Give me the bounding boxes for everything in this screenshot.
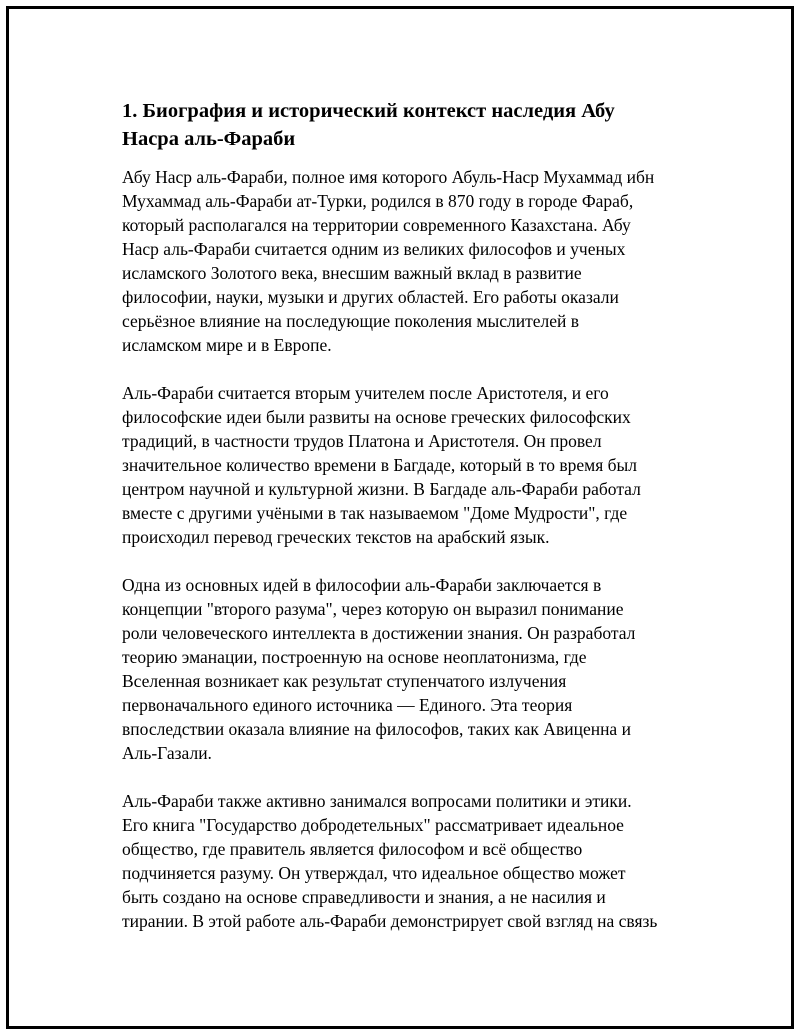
text-line: происходил перевод греческих текстов на арабский язык. xyxy=(122,527,550,547)
text-line: первоначального единого источника — Единого. Эта теория xyxy=(122,695,573,715)
text-line: Вселенная возникает как результат ступенчатого излучения xyxy=(122,671,567,691)
heading-line: Насра аль-Фараби xyxy=(122,128,296,150)
text-line: Аль-Фараби считается вторым учителем после Аристотеля, и его xyxy=(122,383,609,403)
text-line: подчиняется разуму. Он утверждал, что идеальное общество может xyxy=(122,863,626,883)
text-line: который располагался на территории современного Казахстана. Абу xyxy=(122,215,631,235)
text-line: философии, науки, музыки и других областей. Его работы оказали xyxy=(122,287,619,307)
heading-line: 1. Биография и исторический контекст наследия Абу xyxy=(122,100,615,122)
text-line: теорию эманации, построенную на основе неоплатонизма, где xyxy=(122,647,587,667)
text-line: серьёзное влияние на последующие поколения мыслителей в xyxy=(122,311,580,331)
text-line: философские идеи были развиты на основе греческих философских xyxy=(122,407,631,427)
paragraph-politics-ethics xyxy=(122,789,697,933)
page-frame xyxy=(6,6,794,1029)
text-line: роли человеческого интеллекта в достижении знания. Он разработал xyxy=(122,623,636,643)
document-body xyxy=(122,97,697,957)
text-line: впоследствии оказала влияние на философов, таких как Авиценна и xyxy=(122,719,631,739)
section-heading xyxy=(122,97,697,153)
text-line: вместе с другими учёными в так называемом "Доме Мудрости", где xyxy=(122,503,628,523)
text-line: Аль-Фараби также активно занимался вопросами политики и этики. xyxy=(122,791,632,811)
paragraph-second-intellect xyxy=(122,573,697,765)
text-line: исламского Золотого века, внесшим важный вклад в развитие xyxy=(122,263,582,283)
text-line: Мухаммад аль-Фараби ат-Турки, родился в 870 году в городе Фараб, xyxy=(122,191,634,211)
text-line: исламском мире и в Европе. xyxy=(122,335,332,355)
text-line: концепции "второго разума", через которую он выразил понимание xyxy=(122,599,624,619)
text-line: Аль-Газали. xyxy=(122,743,212,763)
text-line: Наср аль-Фараби считается одним из великих философов и ученых xyxy=(122,239,626,259)
paragraph-second-teacher xyxy=(122,381,697,549)
text-line: Одна из основных идей в философии аль-Фараби заключается в xyxy=(122,575,602,595)
text-line: центром научной и культурной жизни. В Багдаде аль-Фараби работал xyxy=(122,479,641,499)
text-line: Абу Наср аль-Фараби, полное имя которого Абуль-Наср Мухаммад ибн xyxy=(122,167,655,187)
text-line: значительное количество времени в Багдаде, который в то время был xyxy=(122,455,638,475)
text-line: Его книга "Государство добродетельных" рассматривает идеальное xyxy=(122,815,624,835)
text-line: тирании. В этой работе аль-Фараби демонстрирует свой взгляд на связь xyxy=(122,911,658,931)
text-line: общество, где правитель является философом и всё общество xyxy=(122,839,583,859)
text-line: быть создано на основе справедливости и знания, а не насилия и xyxy=(122,887,606,907)
text-line: традиций, в частности трудов Платона и Аристотеля. Он провел xyxy=(122,431,602,451)
paragraph-biography xyxy=(122,165,697,357)
